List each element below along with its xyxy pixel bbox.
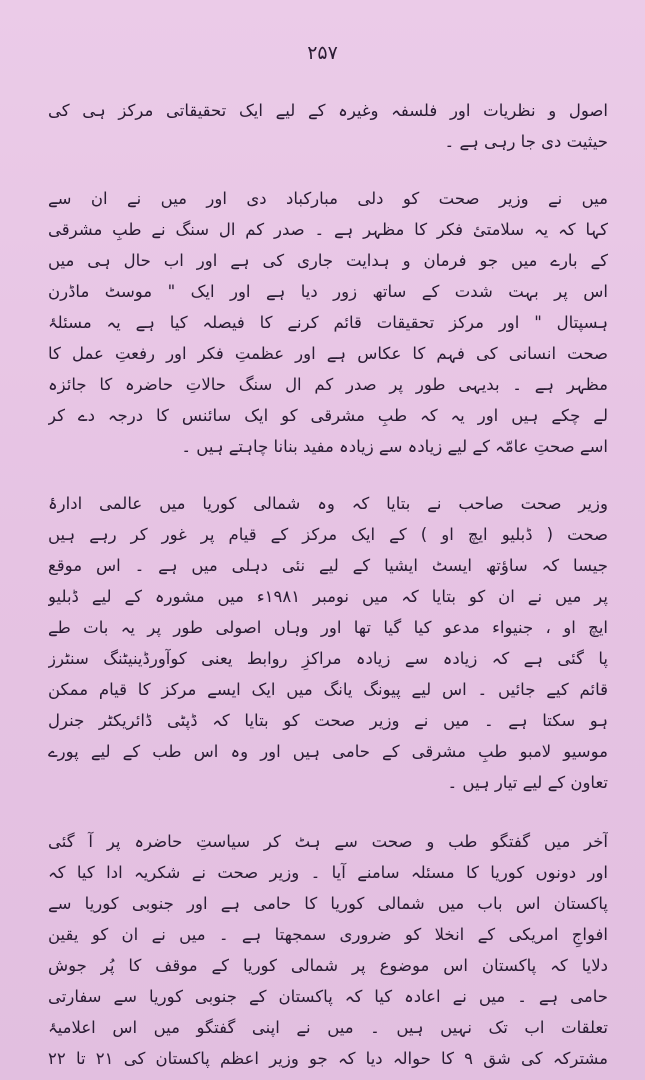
text-line: اور دونوں کوریا کا مسئلہ سامنے آیا ۔ وزیر صحت نے شکریہ ادا کیا کہ xyxy=(48,863,608,882)
text-line: تعاون کے لیے تیار ہیں ۔ xyxy=(447,773,608,792)
paragraph-2 xyxy=(48,183,608,462)
text-line: آخر میں گفتگو طب و صحت سے ہٹ کر سیاستِ حاضرہ پر آ گئی xyxy=(48,832,608,851)
text-line: موسیو لامبو طبِ مشرقی کے حامی ہیں اور وہ اس طب کے لیے پورے xyxy=(48,742,608,761)
text-line: میں نے وزیر صحت کو دلی مبارکباد دی اور میں نے ان سے xyxy=(48,189,608,208)
text-line: قائم کیے جائیں ۔ اس لیے پیونگ یانگ میں ایک ایسے مرکز کا قیام ممکن xyxy=(48,680,608,699)
text-line: مشترکہ کی شق ۹ کا حوالہ دیا کہ جو وزیر اعظم پاکستان کی ۲۱ تا ۲۲ xyxy=(48,1049,608,1068)
text-line: اس پر بہت شدت کے ساتھ زور دیا ہے اور ایک " موسٹ ماڈرن xyxy=(48,282,608,301)
page-number: ۲۵۷ xyxy=(307,42,338,64)
text-line: جیسا کہ ساؤتھ ایسٹ ایشیا کے لیے نئی دہلی میں ہے ۔ اس موقع xyxy=(48,556,608,575)
paragraph-3 xyxy=(48,488,608,798)
text-line: حیثیت دی جا رہی ہے ۔ xyxy=(444,132,608,151)
text-line: پاکستان اس باب میں شمالی کوریا کا حامی ہے اور جنوبی کوریا سے xyxy=(48,894,608,913)
paragraph-gap xyxy=(48,462,608,488)
page-text xyxy=(48,95,608,1074)
text-line: صحت انسانی کی فہم کا عکاس ہے اور عظمتِ فکر اور رفعتِ عمل کا xyxy=(48,344,608,363)
paragraph-1 xyxy=(48,95,608,157)
text-line: ہسپتال " اور مرکز تحقیقات قائم کرنے کا فیصلہ کیا ہے یہ مسئلۂ xyxy=(48,313,608,332)
text-line: افواجِ امریکی کے انخلا کو ضروری سمجھتا ہے ۔ میں نے ان کو یقین xyxy=(48,925,608,944)
text-line: لے چکے ہیں اور یہ کہ طبِ مشرقی کو ایک سائنس کا درجہ دے کر xyxy=(48,406,608,425)
text-line: ایچ او ، جنیواء مدعو کیا گیا تھا اور وہاں اصولی طور پر یہ بات طے xyxy=(48,618,608,637)
text-line: صحت ( ڈبلیو ایچ او ) کے ایک مرکز کے قیام پر غور کر رہے ہیں xyxy=(48,525,608,544)
text-line: اسے صحتِ عامّہ کے لیے زیادہ سے زیادہ مفید بنانا چاہتے ہیں ۔ xyxy=(181,437,608,456)
text-line: ہو سکتا ہے ۔ میں نے وزیر صحت کو بتایا کہ ڈپٹی ڈائریکٹر جنرل xyxy=(48,711,608,730)
text-line: وزیر صحت صاحب نے بتایا کہ وہ شمالی کوریا میں عالمی ادارۂ xyxy=(48,494,608,513)
text-line: حامی ہے ۔ میں نے اعادہ کیا کہ پاکستان کے جنوبی کوریا سے سفارتی xyxy=(48,987,608,1006)
text-line: تعلقات اب تک نہیں ہیں ۔ میں نے اپنی گفتگو میں اس اعلامیۂ xyxy=(48,1018,608,1037)
paragraph-gap xyxy=(48,157,608,183)
paragraph-gap xyxy=(48,798,608,826)
paragraph-4 xyxy=(48,826,608,1074)
text-line: پا گئی ہے کہ زیادہ سے زیادہ مراکزِ روابط یعنی کوآورڈینیٹنگ سنٹرز xyxy=(48,649,608,668)
text-line: کہا کہ یہ سلامتیٔ فکر کا مظہر ہے ۔ صدر کم ال سنگ نے طبِ مشرقی xyxy=(48,220,608,239)
text-line: دلایا کہ پاکستان اس موضوع پر شمالی کوریا کے موقف کا پُر جوش xyxy=(48,956,608,975)
text-line: مظہر ہے ۔ بدیہی طور پر صدر کم ال سنگ حالاتِ حاضرہ کا جائزہ xyxy=(48,375,608,394)
text-line: اصول و نظریات اور فلسفہ وغیرہ کے لیے ایک تحقیقاتی مرکز ہی کی xyxy=(48,101,608,120)
text-line: کے بارے میں جو فرمان و ہدایت جاری کی ہے اور اب حال ہی میں xyxy=(48,251,608,270)
text-line: پر میں نے ان کو بتایا کہ میں نومبر ۱۹۸۱ء میں مشورہ کے لیے ڈبلیو xyxy=(48,587,608,606)
